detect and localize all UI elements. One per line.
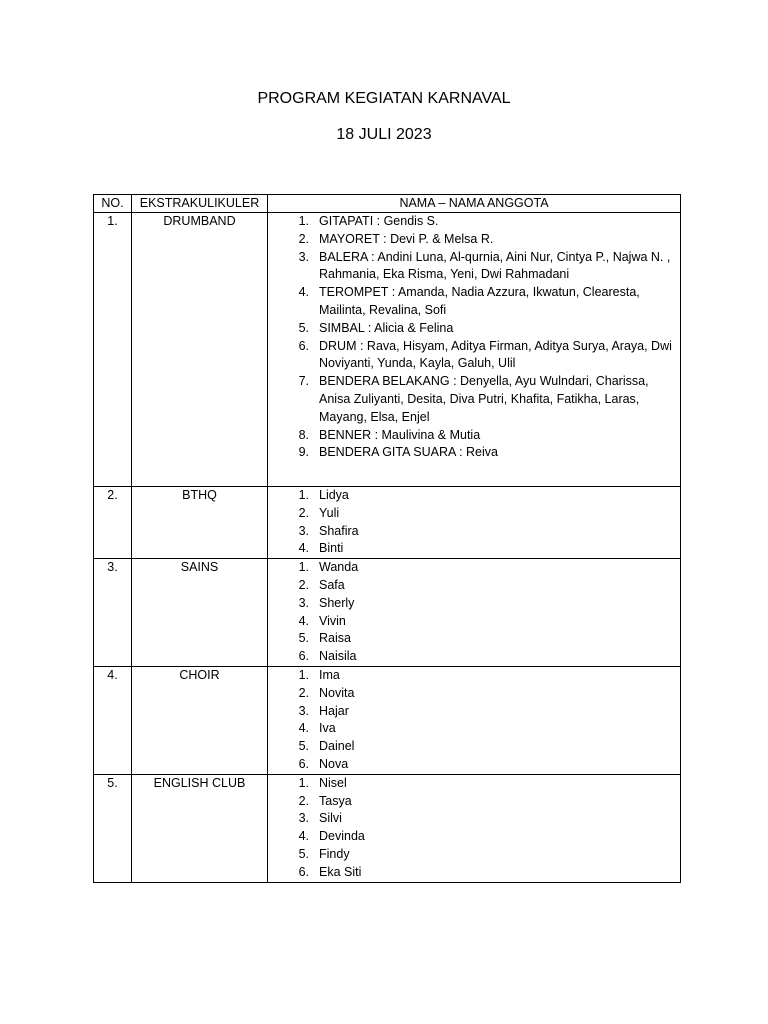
list-item-text: Binti <box>319 541 344 556</box>
list-item-text: Sherly <box>319 595 355 610</box>
list-item-text: Nisel <box>319 775 347 790</box>
list-item-number: 3. <box>298 595 309 610</box>
list-item-text: Wanda <box>319 560 359 575</box>
list-item-number: 5. <box>298 631 309 646</box>
list-item <box>268 846 680 864</box>
list-item-text: Hajar <box>319 703 349 718</box>
list-item-text: BENDERA GITA SUARA : Reiva <box>319 445 498 460</box>
list-item-number: 5. <box>298 739 309 754</box>
list-item <box>268 444 680 462</box>
list-item <box>268 559 680 577</box>
members-cell <box>268 213 681 487</box>
list-item <box>268 864 680 882</box>
list-item <box>268 828 680 846</box>
list-item <box>268 810 680 828</box>
list-item <box>268 720 680 738</box>
list-item <box>268 703 680 721</box>
list-item-number: 1. <box>298 667 309 682</box>
list-item-number: 7. <box>298 374 309 389</box>
list-item-number: 4. <box>298 285 309 300</box>
ekstrakurikuler-name: BTHQ <box>132 487 268 559</box>
list-item <box>268 738 680 756</box>
table-row <box>94 213 681 487</box>
list-item <box>268 648 680 666</box>
list-item <box>268 685 680 703</box>
ekstrakurikuler-name: CHOIR <box>132 666 268 774</box>
members-list <box>268 559 680 666</box>
list-item-number: 2. <box>298 685 309 700</box>
list-item-text: BENDERA BELAKANG : Denyella, Ayu Wulndari, Charissa, Anisa Zuliyanti, Desita, Diva Putri, Khafita, Fatikha, Laras, Mayang, Elsa, Enjel <box>319 374 649 424</box>
list-item-text: TEROMPET : Amanda, Nadia Azzura, Ikwatun, Clearesta, Mailinta, Revalina, Sofi <box>319 285 640 317</box>
list-item-text: Yuli <box>319 505 340 520</box>
list-item <box>268 540 680 558</box>
list-item-number: 6. <box>298 864 309 879</box>
list-item <box>268 775 680 793</box>
table-header-row <box>94 195 681 213</box>
list-item-number: 1. <box>298 560 309 575</box>
list-item-number: 4. <box>298 613 309 628</box>
list-item <box>268 427 680 445</box>
list-item <box>268 613 680 631</box>
members-cell <box>268 487 681 559</box>
list-item <box>268 284 680 320</box>
ekstrakurikuler-name: ENGLISH CLUB <box>132 774 268 882</box>
list-item-number: 1. <box>298 214 309 228</box>
list-item-number: 3. <box>298 811 309 826</box>
list-item-number: 9. <box>298 445 309 460</box>
list-item-text: Findy <box>319 846 350 861</box>
document-date: 18 JULI 2023 <box>336 126 432 143</box>
list-item <box>268 213 680 231</box>
members-table <box>93 194 681 883</box>
list-item-text: Ima <box>319 667 340 682</box>
row-number: 4. <box>94 666 132 774</box>
header-no: NO. <box>94 195 132 213</box>
list-item-number: 1. <box>298 488 309 502</box>
list-item-text: Devinda <box>319 829 365 844</box>
list-item-text: Shafira <box>319 523 359 538</box>
list-item-number: 5. <box>298 846 309 861</box>
list-item-text: Dainel <box>319 739 355 754</box>
list-item-number: 3. <box>298 249 309 264</box>
header-anggota: NAMA – NAMA ANGGOTA <box>268 195 681 213</box>
members-list <box>268 487 680 558</box>
list-item-text: Safa <box>319 577 345 592</box>
table-row <box>94 774 681 882</box>
list-item <box>268 523 680 541</box>
ekstrakurikuler-name: SAINS <box>132 559 268 667</box>
list-item <box>268 595 680 613</box>
members-cell <box>268 666 681 774</box>
list-item-text: GITAPATI : Gendis S. <box>319 214 439 228</box>
list-item-number: 4. <box>298 541 309 556</box>
list-item-text: Silvi <box>319 811 342 826</box>
list-item-text: Iva <box>319 721 336 736</box>
list-item-text: MAYORET : Devi P. & Melsa R. <box>319 231 494 246</box>
list-item-number: 4. <box>298 829 309 844</box>
ekstrakurikuler-name: DRUMBAND <box>132 213 268 487</box>
list-item-text: DRUM : Rava, Hisyam, Aditya Firman, Aditya Surya, Araya, Dwi Noviyanti, Yunda, Kayla, Galuh, Ulil <box>319 338 672 371</box>
table-row <box>94 487 681 559</box>
list-item-number: 6. <box>298 756 309 771</box>
list-item <box>268 667 680 685</box>
members-list <box>268 667 680 774</box>
list-item <box>268 231 680 249</box>
list-item-number: 2. <box>298 577 309 592</box>
list-item-number: 3. <box>298 523 309 538</box>
list-item-number: 6. <box>298 649 309 664</box>
list-item-text: BALERA : Andini Luna, Al-qurnia, Aini Nur, Cintya P., Najwa N. , Rahmania, Eka Risma, Yeni, Dwi Rahmadani <box>319 249 671 282</box>
list-item-text: Naisila <box>319 649 357 664</box>
row-number: 2. <box>94 487 132 559</box>
table-row <box>94 666 681 774</box>
row-number: 3. <box>94 559 132 667</box>
list-item-text: Nova <box>319 756 349 771</box>
list-item-text: BENNER : Maulivina & Mutia <box>319 427 481 442</box>
list-item <box>268 756 680 774</box>
list-item <box>268 487 680 505</box>
row-number: 1. <box>94 213 132 487</box>
document-title: PROGRAM KEGIATAN KARNAVAL <box>257 90 511 107</box>
list-item <box>268 630 680 648</box>
table-row <box>94 559 681 667</box>
list-item-text: Vivin <box>319 613 346 628</box>
members-cell <box>268 559 681 667</box>
list-item <box>268 249 680 285</box>
list-item <box>268 577 680 595</box>
list-item-number: 2. <box>298 793 309 808</box>
list-item <box>268 338 680 374</box>
list-item-text: Lidya <box>319 488 349 502</box>
header-ekstrakurikuler: EKSTRAKULIKULER <box>132 195 268 213</box>
list-item <box>268 320 680 338</box>
members-list <box>268 775 680 882</box>
list-item-text: Eka Siti <box>319 864 362 879</box>
list-item-text: Novita <box>319 685 355 700</box>
list-item-number: 6. <box>298 338 309 353</box>
list-item-text: Raisa <box>319 631 351 646</box>
list-item <box>268 793 680 811</box>
list-item-number: 8. <box>298 427 309 442</box>
members-list <box>268 213 680 462</box>
members-cell <box>268 774 681 882</box>
list-item-text: SIMBAL : Alicia & Felina <box>319 320 454 335</box>
list-item-number: 2. <box>298 505 309 520</box>
list-item-number: 3. <box>298 703 309 718</box>
list-item-number: 2. <box>298 231 309 246</box>
list-item <box>268 505 680 523</box>
list-item-number: 5. <box>298 320 309 335</box>
row-number: 5. <box>94 774 132 882</box>
list-item-number: 4. <box>298 721 309 736</box>
list-item <box>268 373 680 426</box>
list-item-number: 1. <box>298 775 309 790</box>
list-item-text: Tasya <box>319 793 352 808</box>
